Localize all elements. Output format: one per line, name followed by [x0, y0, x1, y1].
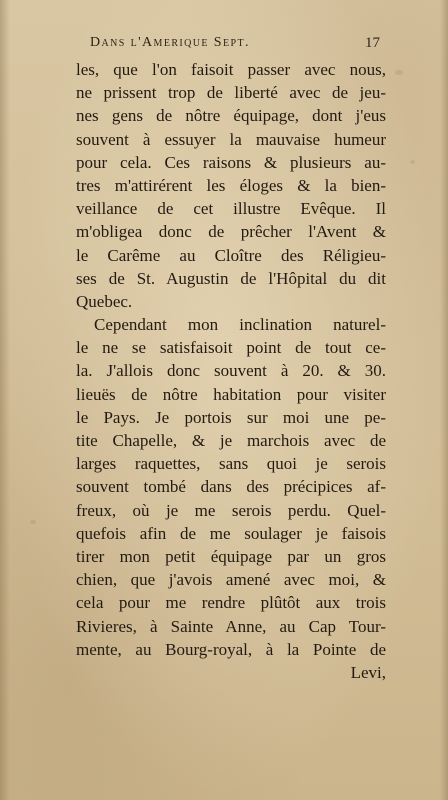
text-line: lieuës de nôtre habitation pour visiter [76, 384, 386, 404]
text-line: m'obligea donc de prêcher l'Avent & [76, 222, 386, 242]
text-line: Quebec. [76, 291, 133, 311]
running-header [90, 35, 380, 51]
text-line: tres m'attirérent les éloges & la bien- [76, 175, 386, 195]
text-line: le ne se satisfaisoit point de tout ce- [76, 338, 386, 358]
paper-stain [395, 70, 403, 75]
text-line: veillance de cet illustre Evêque. Il [76, 199, 386, 219]
text-line: Cependant mon inclination naturel- [94, 315, 386, 335]
text-line: nes gens de nôtre équipage, dont j'eus [76, 106, 386, 126]
text-line: souvent tombé dans des précipices af- [76, 477, 386, 497]
page-number: 17 [365, 35, 380, 51]
text-line: le Pays. Je portois sur moi une pe- [76, 407, 386, 427]
text-line: ne prissent trop de liberté avec de jeu- [76, 83, 386, 103]
text-line: quefois afin de me soulager je faisois [76, 523, 386, 543]
text-line: tite Chapelle, & je marchois avec de [76, 431, 386, 450]
running-title: Dans l'Amerique Sept. [90, 35, 250, 50]
catchword: Levi, [350, 662, 386, 682]
text-line: souvent à essuyer la mauvaise humeur [76, 129, 386, 149]
text-line: larges raquettes, sans quoi je serois [76, 454, 386, 474]
text-line: cela pour me rendre plûtôt aux trois [76, 593, 386, 613]
text-line: Rivieres, à Sainte Anne, au Cap Tour- [76, 616, 386, 636]
paper-stain [410, 160, 415, 164]
text-line: les, que l'on faisoit passer avec nous, [76, 60, 386, 79]
paper-stain [30, 520, 36, 524]
text-line: la. J'allois donc souvent à 20. & 30. [76, 361, 386, 381]
text-line: freux, où je me serois perdu. Quel- [76, 500, 386, 520]
text-line: mente, au Bourg-royal, à la Pointe de [76, 639, 386, 659]
text-line: le Carême au Cloître des Réligieu- [76, 245, 386, 265]
text-line: chien, que j'avois amené avec moi, & [76, 570, 386, 590]
body-text [76, 58, 386, 684]
text-line: tirer mon petit équipage par un gros [76, 546, 386, 566]
text-line: ses de St. Augustin de l'Hôpital du dit [76, 268, 386, 288]
text-line: pour cela. Ces raisons & plusieurs au- [76, 152, 386, 172]
